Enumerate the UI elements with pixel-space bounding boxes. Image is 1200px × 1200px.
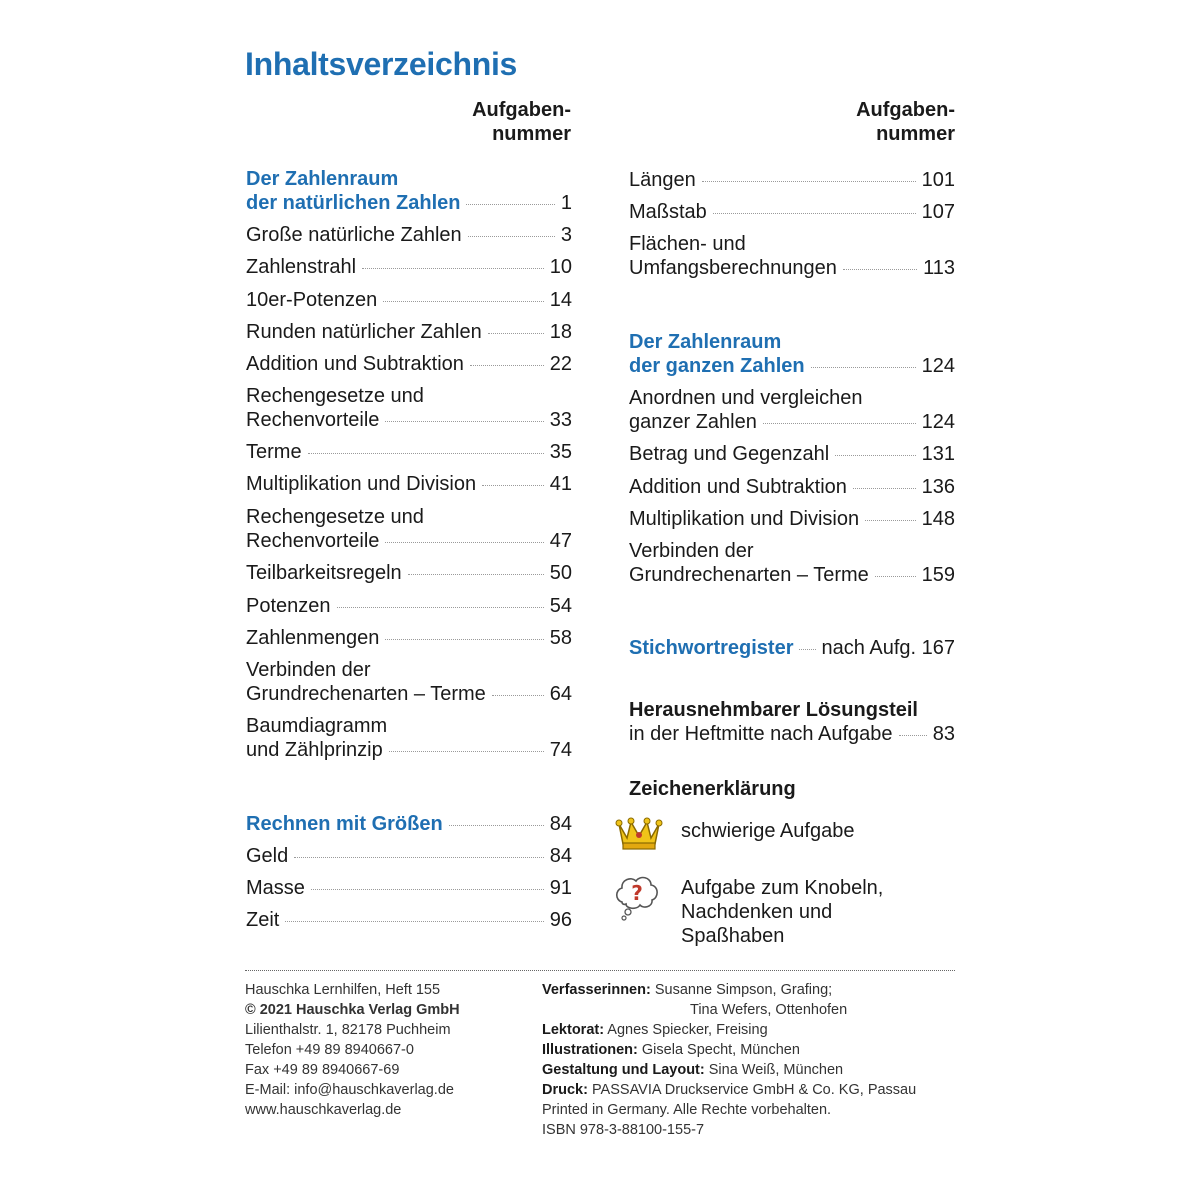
imprint-value: Tina Wefers, Ottenhofen <box>690 1002 848 1018</box>
toc-section-heading <box>246 167 572 215</box>
legend-text: Spaßhaben <box>681 925 785 947</box>
toc-entry-number: 64 <box>549 683 572 705</box>
toc-entry <box>629 507 955 531</box>
toc-entry-number: 131 <box>921 443 955 465</box>
toc-entry-number: 3 <box>560 224 572 246</box>
toc-entry-number: 58 <box>549 627 572 649</box>
dot-leader <box>285 921 543 922</box>
toc-entry-text: Multiplikation und Division <box>629 508 860 530</box>
dot-leader <box>385 639 543 640</box>
toc-entry-text: Grundrechenarten – Terme <box>629 564 869 586</box>
toc-entry-text: Terme <box>246 441 302 463</box>
toc-entry-text: Verbinden der <box>246 659 371 681</box>
imprint-line: E-Mail: info@hauschkaverlag.de <box>245 1082 454 1098</box>
column-header-line1: Aufgaben- <box>856 99 955 121</box>
imprint-value: ISBN 978-3-88100-155-7 <box>542 1122 705 1138</box>
toc-entry <box>246 288 572 312</box>
dot-leader <box>385 421 543 422</box>
legend-item-difficult <box>681 819 854 843</box>
imprint-publisher <box>245 980 460 1120</box>
toc-entry-text: Rechenvorteile <box>246 409 380 431</box>
toc-section-heading <box>629 636 955 660</box>
toc-entry-number: 136 <box>921 476 955 498</box>
dot-leader <box>713 213 916 214</box>
legend-text: schwierige Aufgabe <box>681 820 855 842</box>
dot-leader <box>702 181 916 182</box>
dot-leader <box>468 236 555 237</box>
dot-leader <box>383 301 544 302</box>
toc-entry <box>246 223 572 247</box>
toc-entry <box>246 561 572 585</box>
toc-entry-text: Anordnen und vergleichen <box>629 387 863 409</box>
toc-entry-number: 33 <box>549 409 572 431</box>
left-toc-column <box>246 0 572 1000</box>
toc-entry-text: in der Heftmitte nach Aufgabe <box>629 723 893 745</box>
toc-entry-number: 159 <box>921 564 955 586</box>
dot-leader <box>408 574 544 575</box>
toc-entry-text: Multiplikation und Division <box>246 473 477 495</box>
legend-heading: Zeichenerklärung <box>629 778 796 800</box>
toc-entry <box>246 505 572 553</box>
toc-entry <box>246 320 572 344</box>
toc-entry <box>629 168 955 192</box>
imprint-line: Lilienthalstr. 1, 82178 Puchheim <box>245 1022 451 1038</box>
imprint-line <box>542 1100 916 1120</box>
page-title: Inhaltsverzeichnis <box>245 46 518 82</box>
thinking-bubble-icon <box>612 872 662 922</box>
toc-entry-number: 54 <box>549 595 572 617</box>
dot-leader <box>385 542 543 543</box>
toc-entry-text: Betrag und Gegenzahl <box>629 443 830 465</box>
toc-entry <box>246 440 572 464</box>
toc-entry-text: Längen <box>629 169 696 191</box>
toc-entry-number: 1 <box>560 192 572 214</box>
toc-entry-text: Rechengesetze und <box>246 385 424 407</box>
imprint-line: Telefon +49 89 8940667-0 <box>245 1042 414 1058</box>
toc-entry <box>246 626 572 650</box>
column-header-line1: Aufgaben- <box>472 99 571 121</box>
toc-entry-text: der natürlichen Zahlen <box>246 192 461 214</box>
imprint-credits <box>542 980 916 1140</box>
toc-entry-text: Rechenvorteile <box>246 530 380 552</box>
dot-leader <box>482 485 544 486</box>
imprint-label: Druck: <box>542 1082 588 1098</box>
toc-entry-number: 22 <box>549 353 572 375</box>
imprint-label: Gestaltung und Layout: <box>542 1062 705 1078</box>
imprint-line: www.hauschkaverlag.de <box>245 1102 402 1118</box>
dot-leader <box>362 268 544 269</box>
dot-leader <box>875 576 916 577</box>
toc-entry-text: Stichwortregister <box>629 637 794 659</box>
toc-entry-number: 101 <box>921 169 955 191</box>
dot-leader <box>799 649 815 650</box>
imprint-line: Fax +49 89 8940667-69 <box>245 1062 400 1078</box>
imprint-line <box>542 1080 916 1100</box>
toc-entry-text: Teilbarkeitsregeln <box>246 562 402 584</box>
toc-entry-text: Baumdiagramm <box>246 715 388 737</box>
toc-section-heading <box>629 330 955 378</box>
toc-entry-text: Masse <box>246 877 305 899</box>
imprint-line <box>542 1120 916 1140</box>
toc-entry-text: Zahlenstrahl <box>246 256 357 278</box>
toc-entry-number: 47 <box>549 530 572 552</box>
dot-leader <box>865 520 916 521</box>
toc-entry-number: 18 <box>549 321 572 343</box>
crown-icon <box>615 810 663 852</box>
toc-entry <box>629 386 955 434</box>
dot-leader <box>294 857 544 858</box>
toc-entry-number: 91 <box>549 877 572 899</box>
svg-text:?: ? <box>631 881 643 905</box>
dot-leader <box>899 735 927 736</box>
column-header-line2: nummer <box>492 123 571 145</box>
imprint-line <box>542 1020 916 1040</box>
dot-leader <box>763 423 916 424</box>
right-toc-column <box>629 0 955 1000</box>
column-header-line2: nummer <box>876 123 955 145</box>
dot-leader <box>853 488 916 489</box>
toc-entry-number: 113 <box>923 257 955 279</box>
toc-entry-text: Rechnen mit Größen <box>246 813 443 835</box>
toc-entry-number: 74 <box>549 739 572 761</box>
toc-entry-text: Flächen- und <box>629 233 746 255</box>
toc-entry-number: 124 <box>921 355 955 377</box>
toc-entry <box>629 232 955 280</box>
toc-entry-text: Große natürliche Zahlen <box>246 224 462 246</box>
toc-entry <box>246 876 572 900</box>
toc-entry <box>246 594 572 618</box>
toc-entry-text: Zeit <box>246 909 280 931</box>
dot-leader <box>470 365 544 366</box>
toc-entry <box>629 442 955 466</box>
toc-entry <box>246 714 572 762</box>
toc-entry <box>246 844 572 868</box>
legend-item-puzzle <box>681 876 883 948</box>
toc-entry-text: Zahlenmengen <box>246 627 380 649</box>
toc-entry-text: Geld <box>246 845 289 867</box>
toc-entry-number: 35 <box>549 441 572 463</box>
imprint-value: Sina Weiß, München <box>704 1062 844 1078</box>
toc-entry <box>246 384 572 432</box>
toc-section-heading <box>246 812 572 836</box>
toc-entry-number: 10 <box>549 256 572 278</box>
imprint-line <box>542 1000 916 1020</box>
imprint-value: Gisela Specht, München <box>637 1042 800 1058</box>
toc-entry <box>246 908 572 932</box>
toc-entry-number: 41 <box>549 473 572 495</box>
toc-entry-text: Verbinden der <box>629 540 754 562</box>
dot-leader <box>492 695 544 696</box>
dot-leader <box>843 269 917 270</box>
toc-entry-text: Rechengesetze und <box>246 506 424 528</box>
toc-entry <box>246 352 572 376</box>
toc-entry-text: Der Zahlenraum <box>629 331 782 353</box>
toc-entry-text: ganzer Zahlen <box>629 411 757 433</box>
toc-entry-text: Herausnehmbarer Lösungsteil <box>629 699 918 721</box>
toc-entry-number: 50 <box>549 562 572 584</box>
toc-entry-text: Addition und Subtraktion <box>629 476 847 498</box>
toc-entry-number: 124 <box>921 411 955 433</box>
toc-entry-number: 96 <box>549 909 572 931</box>
dot-leader <box>308 453 544 454</box>
toc-entry <box>629 200 955 224</box>
imprint-line <box>542 1060 916 1080</box>
toc-entry-number: nach Aufg. 167 <box>821 637 955 659</box>
toc-entry <box>246 472 572 496</box>
toc-entry-text: der ganzen Zahlen <box>629 355 805 377</box>
legend-text: Nachdenken und <box>681 901 833 923</box>
toc-entry-number: 84 <box>549 845 572 867</box>
toc-entry-number: 148 <box>921 508 955 530</box>
imprint-line: Hauschka Lernhilfen, Heft 155 <box>245 982 441 998</box>
imprint-value: Printed in Germany. Alle Rechte vorbehalten. <box>542 1102 832 1118</box>
toc-entry <box>246 658 572 706</box>
toc-entry-text: Addition und Subtraktion <box>246 353 464 375</box>
dot-leader <box>466 204 554 205</box>
toc-entry-number: 83 <box>932 723 955 745</box>
toc-entry-text: 10er-Potenzen <box>246 289 378 311</box>
dot-leader <box>488 333 544 334</box>
toc-entry <box>246 255 572 279</box>
imprint-line <box>542 1040 916 1060</box>
imprint-value: Agnes Spiecker, Freising <box>604 1022 768 1038</box>
imprint-line <box>542 980 916 1000</box>
toc-entry-number: 14 <box>549 289 572 311</box>
dot-leader <box>835 455 915 456</box>
toc-entry-text: Grundrechenarten – Terme <box>246 683 486 705</box>
toc-entry-text: Maßstab <box>629 201 707 223</box>
imprint-divider <box>245 970 955 971</box>
imprint-value: Susanne Simpson, Grafing; <box>650 982 833 998</box>
dot-leader <box>811 367 916 368</box>
dot-leader <box>337 607 544 608</box>
imprint-value: PASSAVIA Druckservice GmbH & Co. KG, Passau <box>587 1082 917 1098</box>
toc-entry-text: Umfangsberechnungen <box>629 257 837 279</box>
toc-entry-text: Runden natürlicher Zahlen <box>246 321 482 343</box>
imprint-label: Lektorat: <box>542 1022 605 1038</box>
dot-leader <box>449 825 544 826</box>
toc-entry-text: und Zählprinzip <box>246 739 383 761</box>
dot-leader <box>311 889 544 890</box>
toc-entry-number: 84 <box>549 813 572 835</box>
toc-entry <box>629 475 955 499</box>
toc-entry-number: 107 <box>921 201 955 223</box>
toc-entry-text: Potenzen <box>246 595 331 617</box>
toc-entry-text: Der Zahlenraum <box>246 168 399 190</box>
dot-leader <box>389 751 544 752</box>
imprint-label: Illustrationen: <box>542 1042 638 1058</box>
toc-entry <box>629 698 955 746</box>
imprint-label: Verfasserinnen: <box>542 982 651 998</box>
imprint-line: © 2021 Hauschka Verlag GmbH <box>245 1002 460 1018</box>
legend-text: Aufgabe zum Knobeln, <box>681 877 884 899</box>
toc-entry <box>629 539 955 587</box>
